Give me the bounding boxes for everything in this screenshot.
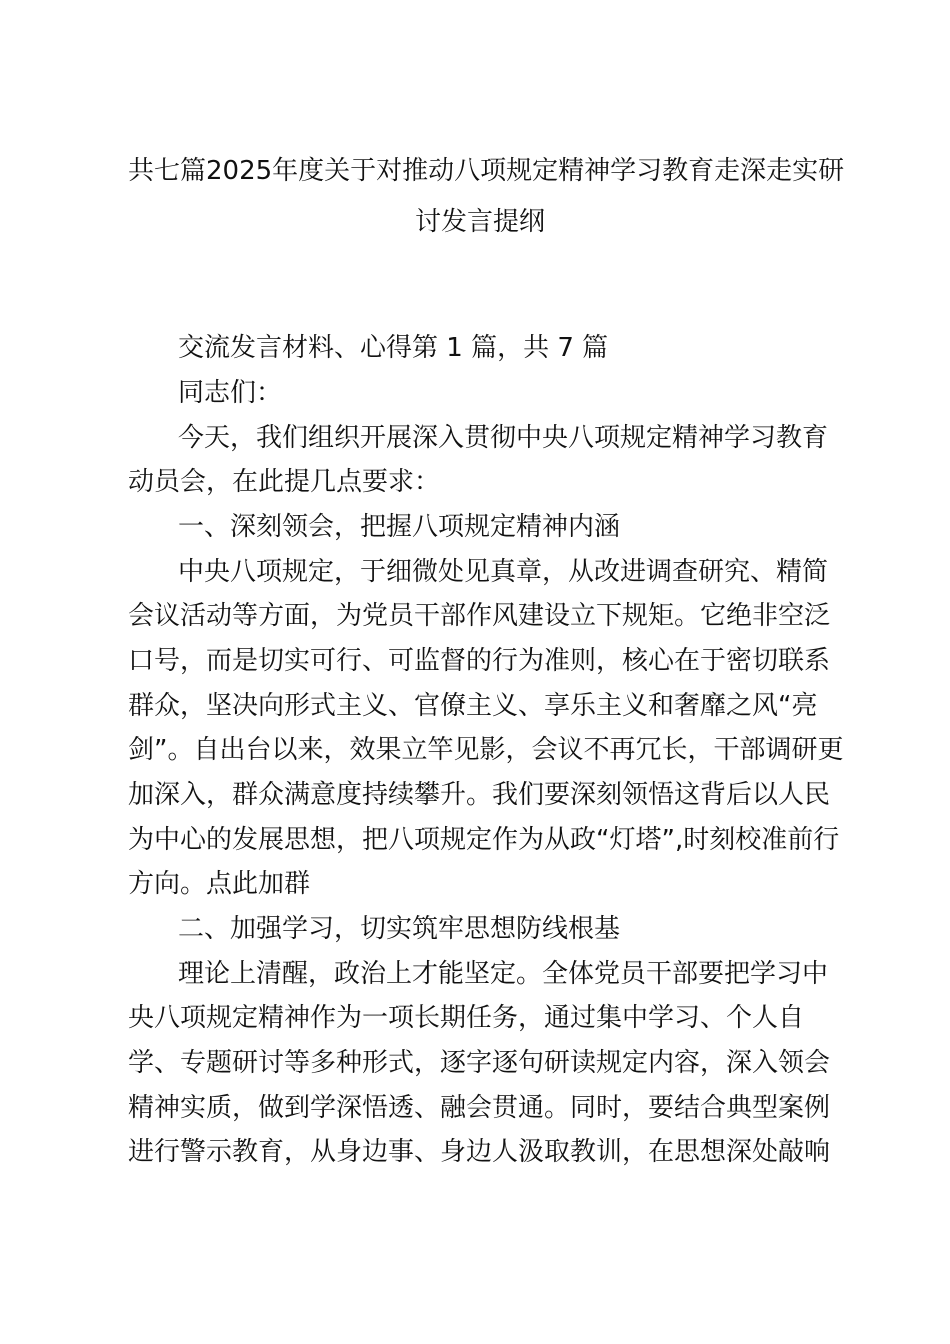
body-line: 中央八项规定，于细微处见真章，从改进调查研究、精简 [178, 557, 829, 587]
body-line: 理论上清醒，政治上才能坚定。全体党员干部要把学习中 [178, 959, 829, 989]
body-line: 精神实质，做到学深悟透、融会贯通。同时，要结合典型案例 [128, 1093, 831, 1123]
body-line: 剑”。自出台以来，效果立竿见影，会议不再冗长，干部调研更 [128, 735, 844, 765]
body-line: 动员会，在此提几点要求： [128, 467, 441, 497]
body-line: 加深入，群众满意度持续攀升。我们要深刻领悟这背后以人民 [128, 780, 831, 810]
document-title-line-2: 讨发言提纲 [414, 207, 545, 237]
body-line: 口号，而是切实可行、可监督的行为准则，核心在于密切联系 [128, 646, 831, 676]
body-line: 会议活动等方面，为党员干部作风建设立下规矩。它绝非空泛 [128, 601, 831, 631]
body-line: 群众，坚决向形式主义、官僚主义、享乐主义和奢靡之风“亮 [128, 691, 818, 721]
part-heading: 交流发言材料、心得第 1 篇，共 7 篇 [178, 333, 609, 363]
salutation: 同志们： [178, 378, 283, 408]
body-line: 进行警示教育，从身边事、身边人汲取教训，在思想深处敲响 [128, 1137, 831, 1167]
body-line: 今天，我们组织开展深入贯彻中央八项规定精神学习教育 [178, 423, 829, 453]
document-title-line-1: 共七篇2025年度关于对推动八项规定精神学习教育走深走实研 [128, 156, 845, 186]
body-line: 学、专题研讨等多种形式，逐字逐句研读规定内容，深入领会 [128, 1048, 831, 1078]
body-line: 为中心的发展思想，把八项规定作为从政“灯塔”,时刻校准前行 [128, 825, 840, 855]
body-line: 央八项规定精神作为一项长期任务，通过集中学习、个人自 [128, 1003, 805, 1033]
section-heading-2: 二、加强学习，切实筑牢思想防线根基 [178, 914, 621, 944]
section-heading-1: 一、深刻领会，把握八项规定精神内涵 [178, 512, 621, 542]
body-line: 方向。点此加群 [128, 869, 311, 899]
